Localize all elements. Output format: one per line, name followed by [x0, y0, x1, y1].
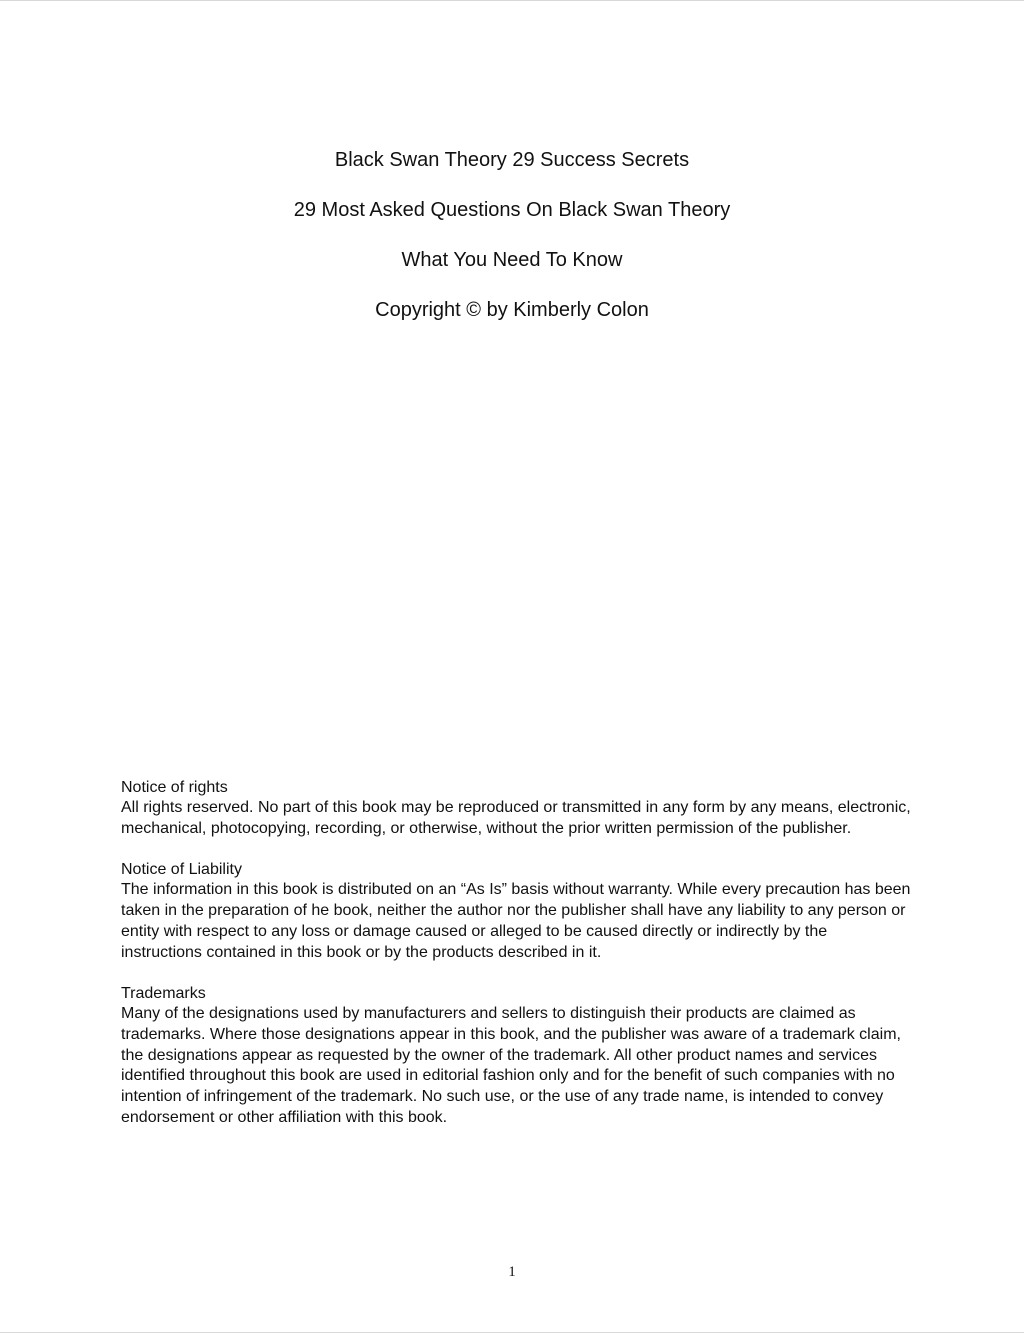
notice-of-liability-heading: Notice of Liability	[121, 861, 242, 879]
trademarks-section	[121, 983, 911, 1128]
title-block	[0, 146, 1024, 346]
trademarks-heading: Trademarks	[121, 985, 206, 1003]
notice-of-liability-section	[121, 859, 911, 963]
copyright-line: Copyright © by Kimberly Colon	[375, 299, 649, 321]
book-tagline: What You Need To Know	[401, 249, 623, 271]
notice-of-rights-heading: Notice of rights	[121, 779, 228, 796]
book-subtitle: 29 Most Asked Questions On Black Swan Theory	[293, 199, 731, 221]
trademarks-body: Many of the designations used by manufacturers and sellers to distinguish their products are claimed as trademarks. Where those designations appear in this book, and the publisher was aware of a trademark claim, the designations appear as requested by the owner of the trademark. All other product names and services identified throughout this book are used in editorial fashion only and for the benefit of such companies with no intention of infringement of the trademark. No such use, or the use of any trade name, is intended to convey endorsement or other affiliation with this book.	[121, 1005, 901, 1126]
page-number: 1	[508, 1264, 516, 1280]
notice-of-rights-section	[121, 777, 911, 839]
book-title: Black Swan Theory 29 Success Secrets	[334, 149, 690, 171]
legal-notices	[121, 777, 911, 1148]
notice-of-rights-body: All rights reserved. No part of this book may be reproduced or transmitted in any form by any means, electronic, mechanical, photocopying, recording, or otherwise, without the prior written permission of the publisher.	[121, 799, 911, 837]
notice-of-liability-body: The information in this book is distributed on an “As Is” basis without warranty. While every precaution has been taken in the preparation of he book, neither the author nor the publisher shall have any liability to any person or entity with respect to any loss or damage caused or alleged to be caused directly or indirectly by the instructions contained in this book or by the products described in it.	[121, 881, 911, 961]
